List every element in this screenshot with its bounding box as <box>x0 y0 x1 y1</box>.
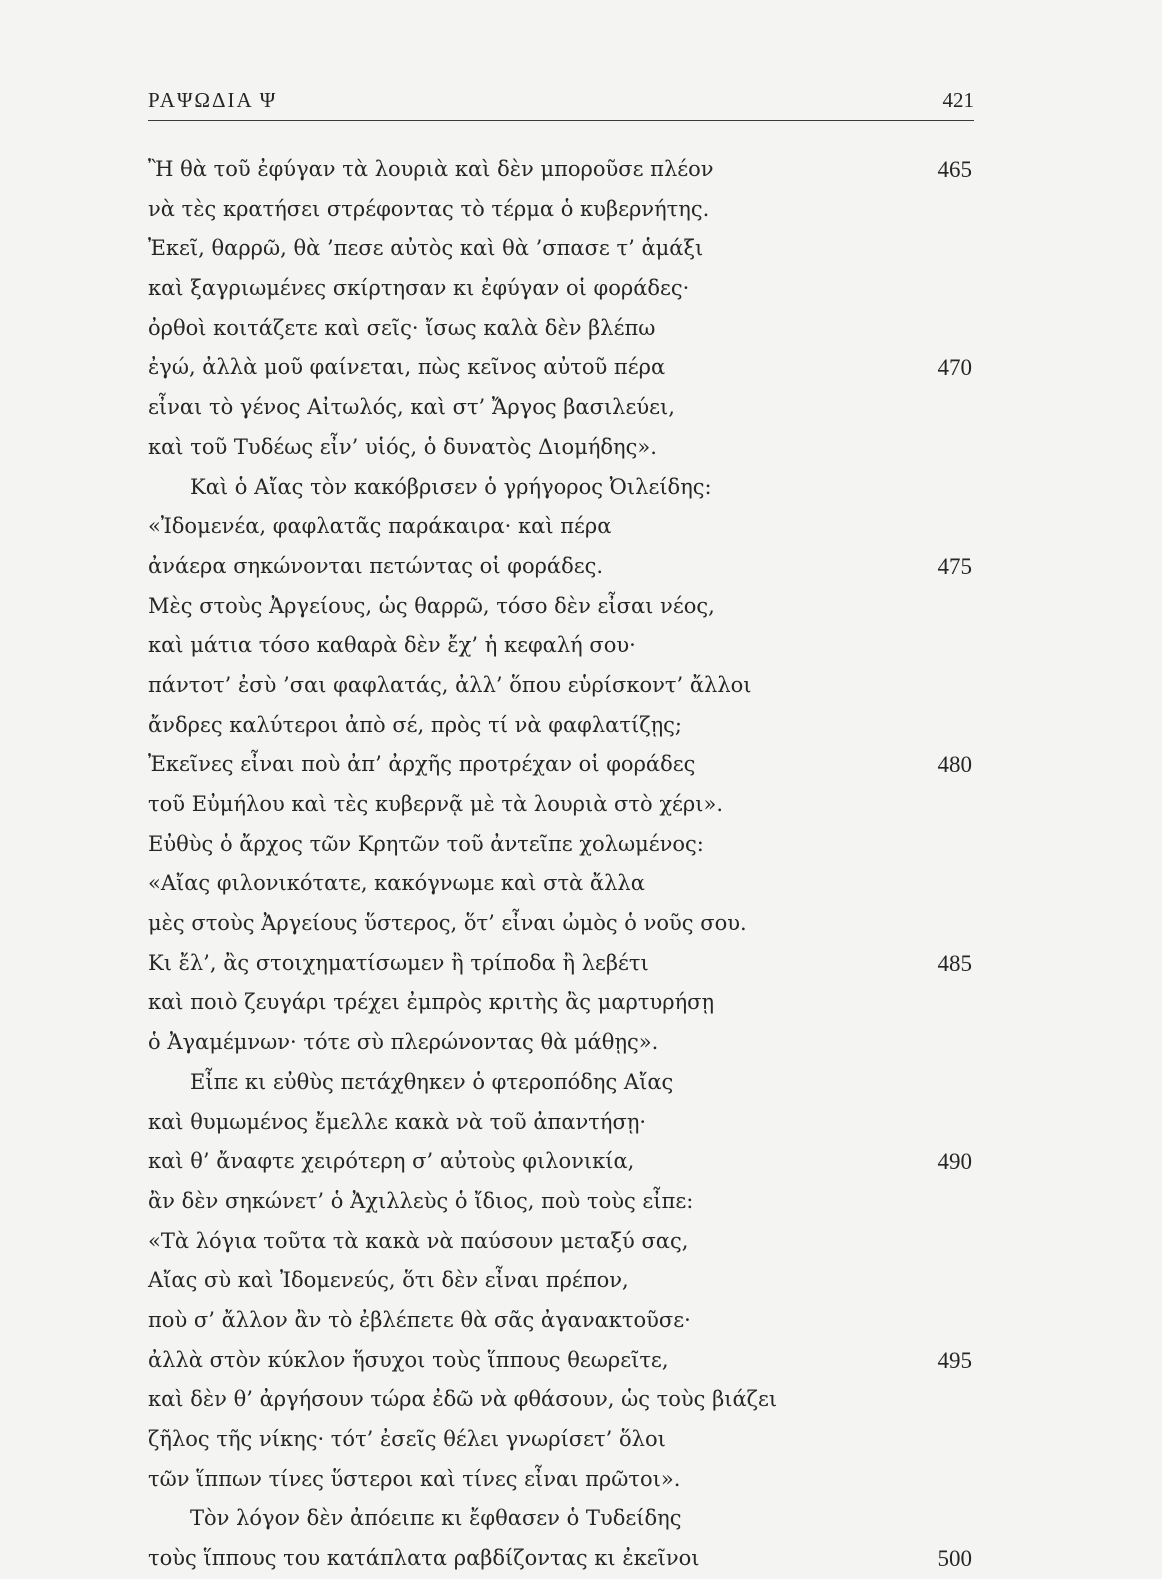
verse-line <box>148 825 974 865</box>
verse-text: καὶ μάτια τόσο καθαρὰ δὲν ἔχ’ ἡ κεφαλή σου· <box>148 633 636 658</box>
verse-number: 495 <box>937 1347 972 1373</box>
verse-line <box>148 864 974 904</box>
verse-line <box>148 1301 974 1341</box>
verse-text: ζῆλος τῆς νίκης· τότ’ ἐσεῖς θέλει γνωρίσετ’ ὅλοι <box>148 1427 666 1451</box>
verse-line <box>148 745 974 785</box>
verse-number: 470 <box>937 355 972 381</box>
verse-text: ἐγώ, ἀλλὰ μοῦ φαίνεται, πὼς κεῖνος αὐτοῦ πέρα <box>148 355 666 380</box>
verse-text: νὰ τὲς κρατήσει στρέφοντας τὸ τέρμα ὁ κυβερνήτης. <box>148 196 710 221</box>
verse-line <box>148 1261 974 1301</box>
verse-text: καὶ τοῦ Τυδέως εἶν’ υἱός, ὁ δυνατὸς Διομήδης». <box>148 434 657 459</box>
verse-line <box>148 150 974 190</box>
verse-text: ἄνδρες καλύτεροι ἀπὸ σέ, πρὸς τί νὰ φαφλατίζῃς; <box>148 712 683 737</box>
verse-text: τῶν ἵππων τίνες ὕστεροι καὶ τίνες εἶναι πρῶτοι». <box>148 1466 681 1491</box>
verse-line <box>148 1023 974 1063</box>
verse-text: ὁ Ἀγαμέμνων· τότε σὺ πλερώνοντας θὰ μάθῃς». <box>148 1030 659 1055</box>
verse-number: 485 <box>937 950 972 976</box>
header-rule <box>148 120 974 121</box>
verse-number: 480 <box>937 752 972 778</box>
verse-number: 500 <box>937 1546 972 1572</box>
verse-text: «Ἰδομενέα, φαφλατᾶς παράκαιρα· καὶ πέρα <box>148 514 612 539</box>
verse-text: καὶ θυμωμένος ἔμελλε κακὰ νὰ τοῦ ἀπαντήσῃ· <box>148 1109 647 1134</box>
verse-text: Μὲς στοὺς Ἀργείους, ὡς θαρρῶ, τόσο δὲν εἶσαι νέος, <box>148 593 715 618</box>
verse-line <box>148 1420 974 1460</box>
verse-line <box>148 388 974 428</box>
verse-text: «Τὰ λόγια τοῦτα τὰ κακὰ νὰ παύσουν μεταξύ σας, <box>148 1228 689 1253</box>
verse-line <box>148 309 974 349</box>
verse-text: ἂν δὲν σηκώνετ’ ὁ Ἀχιλλεὺς ὁ ἴδιος, ποὺ τοὺς εἶπε: <box>148 1188 694 1213</box>
running-title: ΡΑΨΩΔΙΑ Ψ <box>148 88 278 112</box>
page-number: 421 <box>942 88 974 112</box>
verse-line <box>148 190 974 230</box>
verse-line <box>148 1182 974 1222</box>
verse-text: ποὺ σ’ ἄλλον ἂν τὸ ἐβλέπετε θὰ σᾶς ἀγανακτοῦσε· <box>148 1307 691 1332</box>
verse-line <box>148 1142 974 1182</box>
verse-line <box>148 904 974 944</box>
verse-number: 490 <box>937 1149 972 1175</box>
verse-line <box>148 1222 974 1262</box>
verse-line <box>148 1380 974 1420</box>
verse-text: Κι ἔλ’, ἂς στοιχηματίσωμεν ἢ τρίποδα ἢ λεβέτι <box>148 950 649 975</box>
verse-line <box>148 785 974 825</box>
verse-line <box>148 666 974 706</box>
verse-line <box>148 507 974 547</box>
verse-line <box>148 348 974 388</box>
verse-line <box>148 1499 974 1539</box>
verse-line <box>148 1103 974 1143</box>
page-header <box>148 88 974 118</box>
verse-text: Εἶπε κι εὐθὺς πετάχθηκεν ὁ φτεροπόδης Αἴας <box>190 1069 674 1094</box>
verse-number: 475 <box>937 553 972 579</box>
verse-number: 465 <box>937 157 972 182</box>
verse-line <box>148 468 974 508</box>
verse-text: Τὸν λόγον δὲν ἀπόειπε κι ἔφθασεν ὁ Τυδείδης <box>190 1506 682 1531</box>
verse-text: ἀνάερα σηκώνονται πετώντας οἱ φοράδες. <box>148 553 604 578</box>
verse-line <box>148 587 974 627</box>
verse-line <box>148 983 974 1023</box>
verse-text: Ἐκεῖ, θαρρῶ, θὰ ’πεσε αὐτὸς καὶ θὰ ’σπασε τ’ ἁμάξι <box>148 236 704 261</box>
verse-block <box>148 150 974 1579</box>
verse-text: πάντοτ’ ἐσὺ ’σαι φαφλατάς, ἀλλ’ ὅπου εὑρίσκοντ’ ἄλλοι <box>148 672 752 697</box>
verse-text: Καὶ ὁ Αἴας τὸν κακόβρισεν ὁ γρήγορος Ὀιλείδης: <box>190 474 712 499</box>
verse-text: Εὐθὺς ὁ ἄρχος τῶν Κρητῶν τοῦ ἀντεῖπε χολωμένος: <box>148 831 704 856</box>
verse-line <box>148 229 974 269</box>
verse-text: Ἐκεῖνες εἶναι ποὺ ἀπ’ ἀρχῆς προτρέχαν οἱ φοράδες <box>148 752 696 777</box>
verse-text: τοῦ Εὐμήλου καὶ τὲς κυβερνᾷ μὲ τὰ λουριὰ στὸ χέρι». <box>148 792 724 816</box>
verse-line <box>148 1063 974 1103</box>
verse-line <box>148 626 974 666</box>
verse-line <box>148 547 974 587</box>
verse-text: ὀρθοὶ κοιτάζετε καὶ σεῖς· ἴσως καλὰ δὲν βλέπω <box>148 315 656 340</box>
verse-text: τοὺς ἵππους του κατάπλατα ραβδίζοντας κι ἐκεῖνοι <box>148 1546 700 1571</box>
verse-line <box>148 944 974 984</box>
verse-text: ἀλλὰ στὸν κύκλον ἥσυχοι τοὺς ἵππους θεωρεῖτε, <box>148 1347 669 1372</box>
verse-line <box>148 706 974 746</box>
verse-text: μὲς στοὺς Ἀργείους ὕστερος, ὅτ’ εἶναι ὠμὸς ὁ νοῦς σου. <box>148 911 747 936</box>
verse-text: Ἢ θὰ τοῦ ἐφύγαν τὰ λουριὰ καὶ δὲν μποροῦσε πλέον <box>148 157 714 181</box>
verse-line <box>148 1539 974 1579</box>
verse-line <box>148 269 974 309</box>
verse-text: καὶ ποιὸ ζευγάρι τρέχει ἐμπρὸς κριτὴς ἂς μαρτυρήσῃ <box>148 990 715 1015</box>
verse-line <box>148 1460 974 1500</box>
verse-text: καὶ ξαγριωμένες σκίρτησαν κι ἐφύγαν οἱ φοράδες· <box>148 276 690 301</box>
verse-text: Αἴας σὺ καὶ Ἰδομενεύς, ὅτι δὲν εἶναι πρέπον, <box>148 1268 629 1293</box>
verse-line <box>148 428 974 468</box>
verse-text: εἶναι τὸ γένος Αἰτωλός, καὶ στ’ Ἄργος βασιλεύει, <box>148 395 675 420</box>
verse-text: καὶ θ’ ἄναφτε χειρότερη σ’ αὐτοὺς φιλονικία, <box>148 1149 635 1174</box>
verse-line <box>148 1341 974 1381</box>
verse-text: καὶ δὲν θ’ ἀργήσουν τώρα ἐδῶ νὰ φθάσουν, ὡς τοὺς βιάζει <box>148 1387 778 1412</box>
verse-text: «Αἴας φιλονικότατε, κακόγνωμε καὶ στὰ ἄλλα <box>148 871 645 896</box>
